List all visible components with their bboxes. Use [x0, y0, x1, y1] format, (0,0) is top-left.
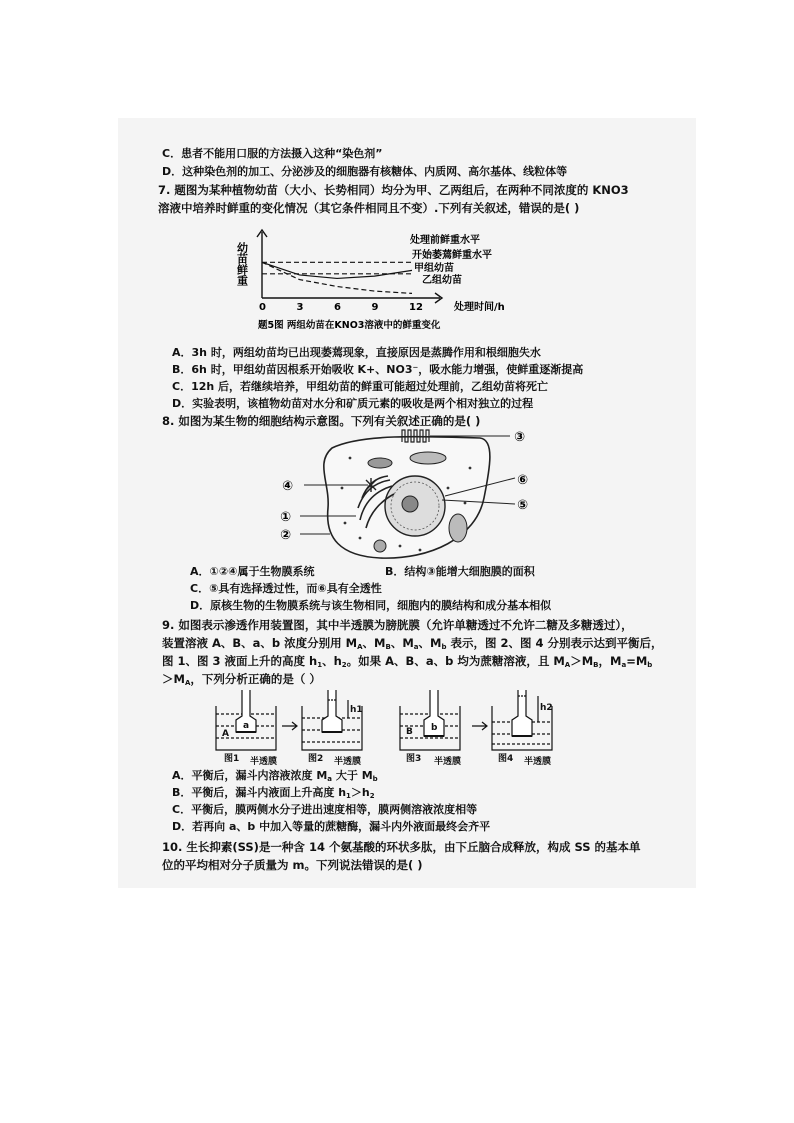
- chart-ylabel: 幼苗鲜重: [235, 242, 249, 286]
- chart-label-wilting: 开始萎蔫鲜重水平: [412, 250, 492, 261]
- marker-2: ②: [280, 528, 292, 543]
- arrow-2: [472, 722, 487, 730]
- q9-stem-line4: $>M_A$，下列分析正确的是（ ）: [162, 672, 321, 687]
- label-h2: h2: [540, 703, 553, 713]
- q9-osmosis-figure: [210, 688, 570, 768]
- q9-option-a: A．平衡后，漏斗内溶液浓度 $M_a$ 大于 $M_b$: [172, 769, 378, 783]
- q9-option-d: D．若再向 a、b 中加入等量的蔗糖酶，漏斗内外液面最终会齐平: [172, 820, 491, 833]
- q7-stem-line1: 7. 题图为某种植物幼苗（大小、长势相同）均分为甲、乙两组后，在两种不同浓度的 KNO3: [158, 183, 629, 197]
- chart-label-group-b: 乙组幼苗: [422, 275, 462, 286]
- marker-5: ⑤: [517, 498, 529, 513]
- chart-xtick: 9: [371, 302, 379, 313]
- marker-3: ③: [514, 430, 526, 445]
- chart-label-before: 处理前鲜重水平: [410, 235, 480, 246]
- fig4-membrane: 半透膜: [524, 757, 552, 767]
- q7-chart: [235, 226, 540, 334]
- q8-stem: 8. 如图为某生物的细胞结构示意图。下列有关叙述正确的是( ): [162, 414, 481, 428]
- mitochondrion-2: [449, 514, 467, 542]
- chart-label-group-a: 甲组幼苗: [414, 263, 454, 274]
- q9-stem-line3: 图 1、图 3 液面上升的高度 $h_1$、$h_2$。如果 A、B、a、b 均为蔗糖溶液，且 $M_A>M_B$，$M_a=M_b$: [162, 654, 653, 669]
- q9-stem-line1: 9. 如图表示渗透作用装置图，其中半透膜为膀胱膜（允许单糖透过不允许二糖及多糖透过），: [162, 618, 633, 632]
- nucleolus: [402, 496, 418, 512]
- q7-option-b: B．6h 时，甲组幼苗因根系开始吸收 K+、NO3⁻，吸水能力增强，使鲜重逐渐提高: [172, 363, 584, 376]
- q10-stem-line1: 10. 生长抑素(SS)是一种含 14 个氨基酸的环状多肽，由下丘脑合成释放，构成 SS 的基本单: [162, 840, 641, 854]
- q9-option-c: C．平衡后，膜两侧水分子进出速度相等，膜两侧溶液浓度相等: [172, 803, 478, 816]
- label-B: B: [406, 727, 413, 737]
- funnel-2: [322, 690, 342, 732]
- q7-option-c: C．12h 后，若继续培养，甲组幼苗的鲜重可能超过处理前，乙组幼苗将死亡: [172, 380, 549, 393]
- fig1-caption: 图1: [224, 754, 240, 764]
- chart-xticks-group: [259, 302, 423, 313]
- label-h1: h1: [350, 705, 363, 715]
- q8-option-a: A．①②④属于生物膜系统: [190, 565, 315, 578]
- fig3-caption: 图3: [406, 754, 422, 764]
- golgi: [368, 458, 392, 468]
- q6-option-c: C．患者不能用口服的方法摄入这种“染色剂”: [162, 147, 383, 160]
- arrow-1: [282, 722, 297, 730]
- marker-1: ①: [280, 510, 292, 525]
- q7-option-a: A．3h 时，两组幼苗均已出现萎蔫现象，直接原因是蒸腾作用和根细胞失水: [172, 346, 541, 359]
- chart-xtick: 6: [334, 302, 341, 313]
- mitochondrion-1: [410, 452, 446, 464]
- fig2-caption: 图2: [308, 754, 324, 764]
- q8-option-d: D．原核生物的生物膜系统与该生物相同，细胞内的膜结构和成分基本相似: [190, 599, 552, 612]
- fig3-membrane: 半透膜: [434, 757, 462, 767]
- q8-option-c: C．⑤具有选择透过性，而⑥具有全透性: [190, 582, 382, 595]
- fig2-membrane: 半透膜: [334, 757, 362, 767]
- marker-4: ④: [282, 479, 294, 494]
- chart-caption: 题5图 两组幼苗在KNO3溶液中的鲜重变化: [258, 320, 441, 331]
- chart-series-group: [262, 262, 412, 293]
- vesicle: [374, 540, 386, 552]
- label-A: A: [222, 729, 229, 739]
- q9-stem-line2: 装置溶液 A、B、a、b 浓度分别用 $M_A$、$M_B$、$M_a$、$M_b$ 表示，图 2、图 4 分别表示达到平衡后，: [162, 636, 663, 651]
- chart-xtick: 3: [296, 302, 304, 313]
- q7-option-d: D．实验表明，该植物幼苗对水分和矿质元素的吸收是两个相对独立的过程: [172, 397, 534, 410]
- chart-xtick: 12: [409, 302, 423, 313]
- chart-xtick: 0: [259, 302, 266, 313]
- marker-6: ⑥: [517, 473, 529, 488]
- fig1-membrane: 半透膜: [250, 757, 278, 767]
- fig4-caption: 图4: [498, 754, 514, 764]
- chart-series-3: [262, 262, 412, 278]
- q8-cell-diagram: [270, 428, 550, 564]
- label-a: a: [243, 721, 250, 731]
- label-b: b: [431, 723, 438, 733]
- q10-stem-line2: 位的平均相对分子质量为 m。下列说法错误的是( ): [162, 858, 423, 872]
- q7-stem-line2: 溶液中培养时鲜重的变化情况（其它条件相同且不变）.下列有关叙述，错误的是( ): [158, 201, 580, 215]
- funnel-4: [512, 690, 532, 736]
- chart-xlabel: 处理时间/h: [454, 302, 505, 313]
- q6-option-d: D．这种染色剂的加工、分泌涉及的细胞器有核糖体、内质网、高尔基体、线粒体等: [162, 165, 568, 178]
- q9-option-b: B．平衡后，漏斗内液面上升高度 $h_1>h_2$: [172, 786, 375, 800]
- q8-option-b: B．结构③能增大细胞膜的面积: [385, 565, 535, 578]
